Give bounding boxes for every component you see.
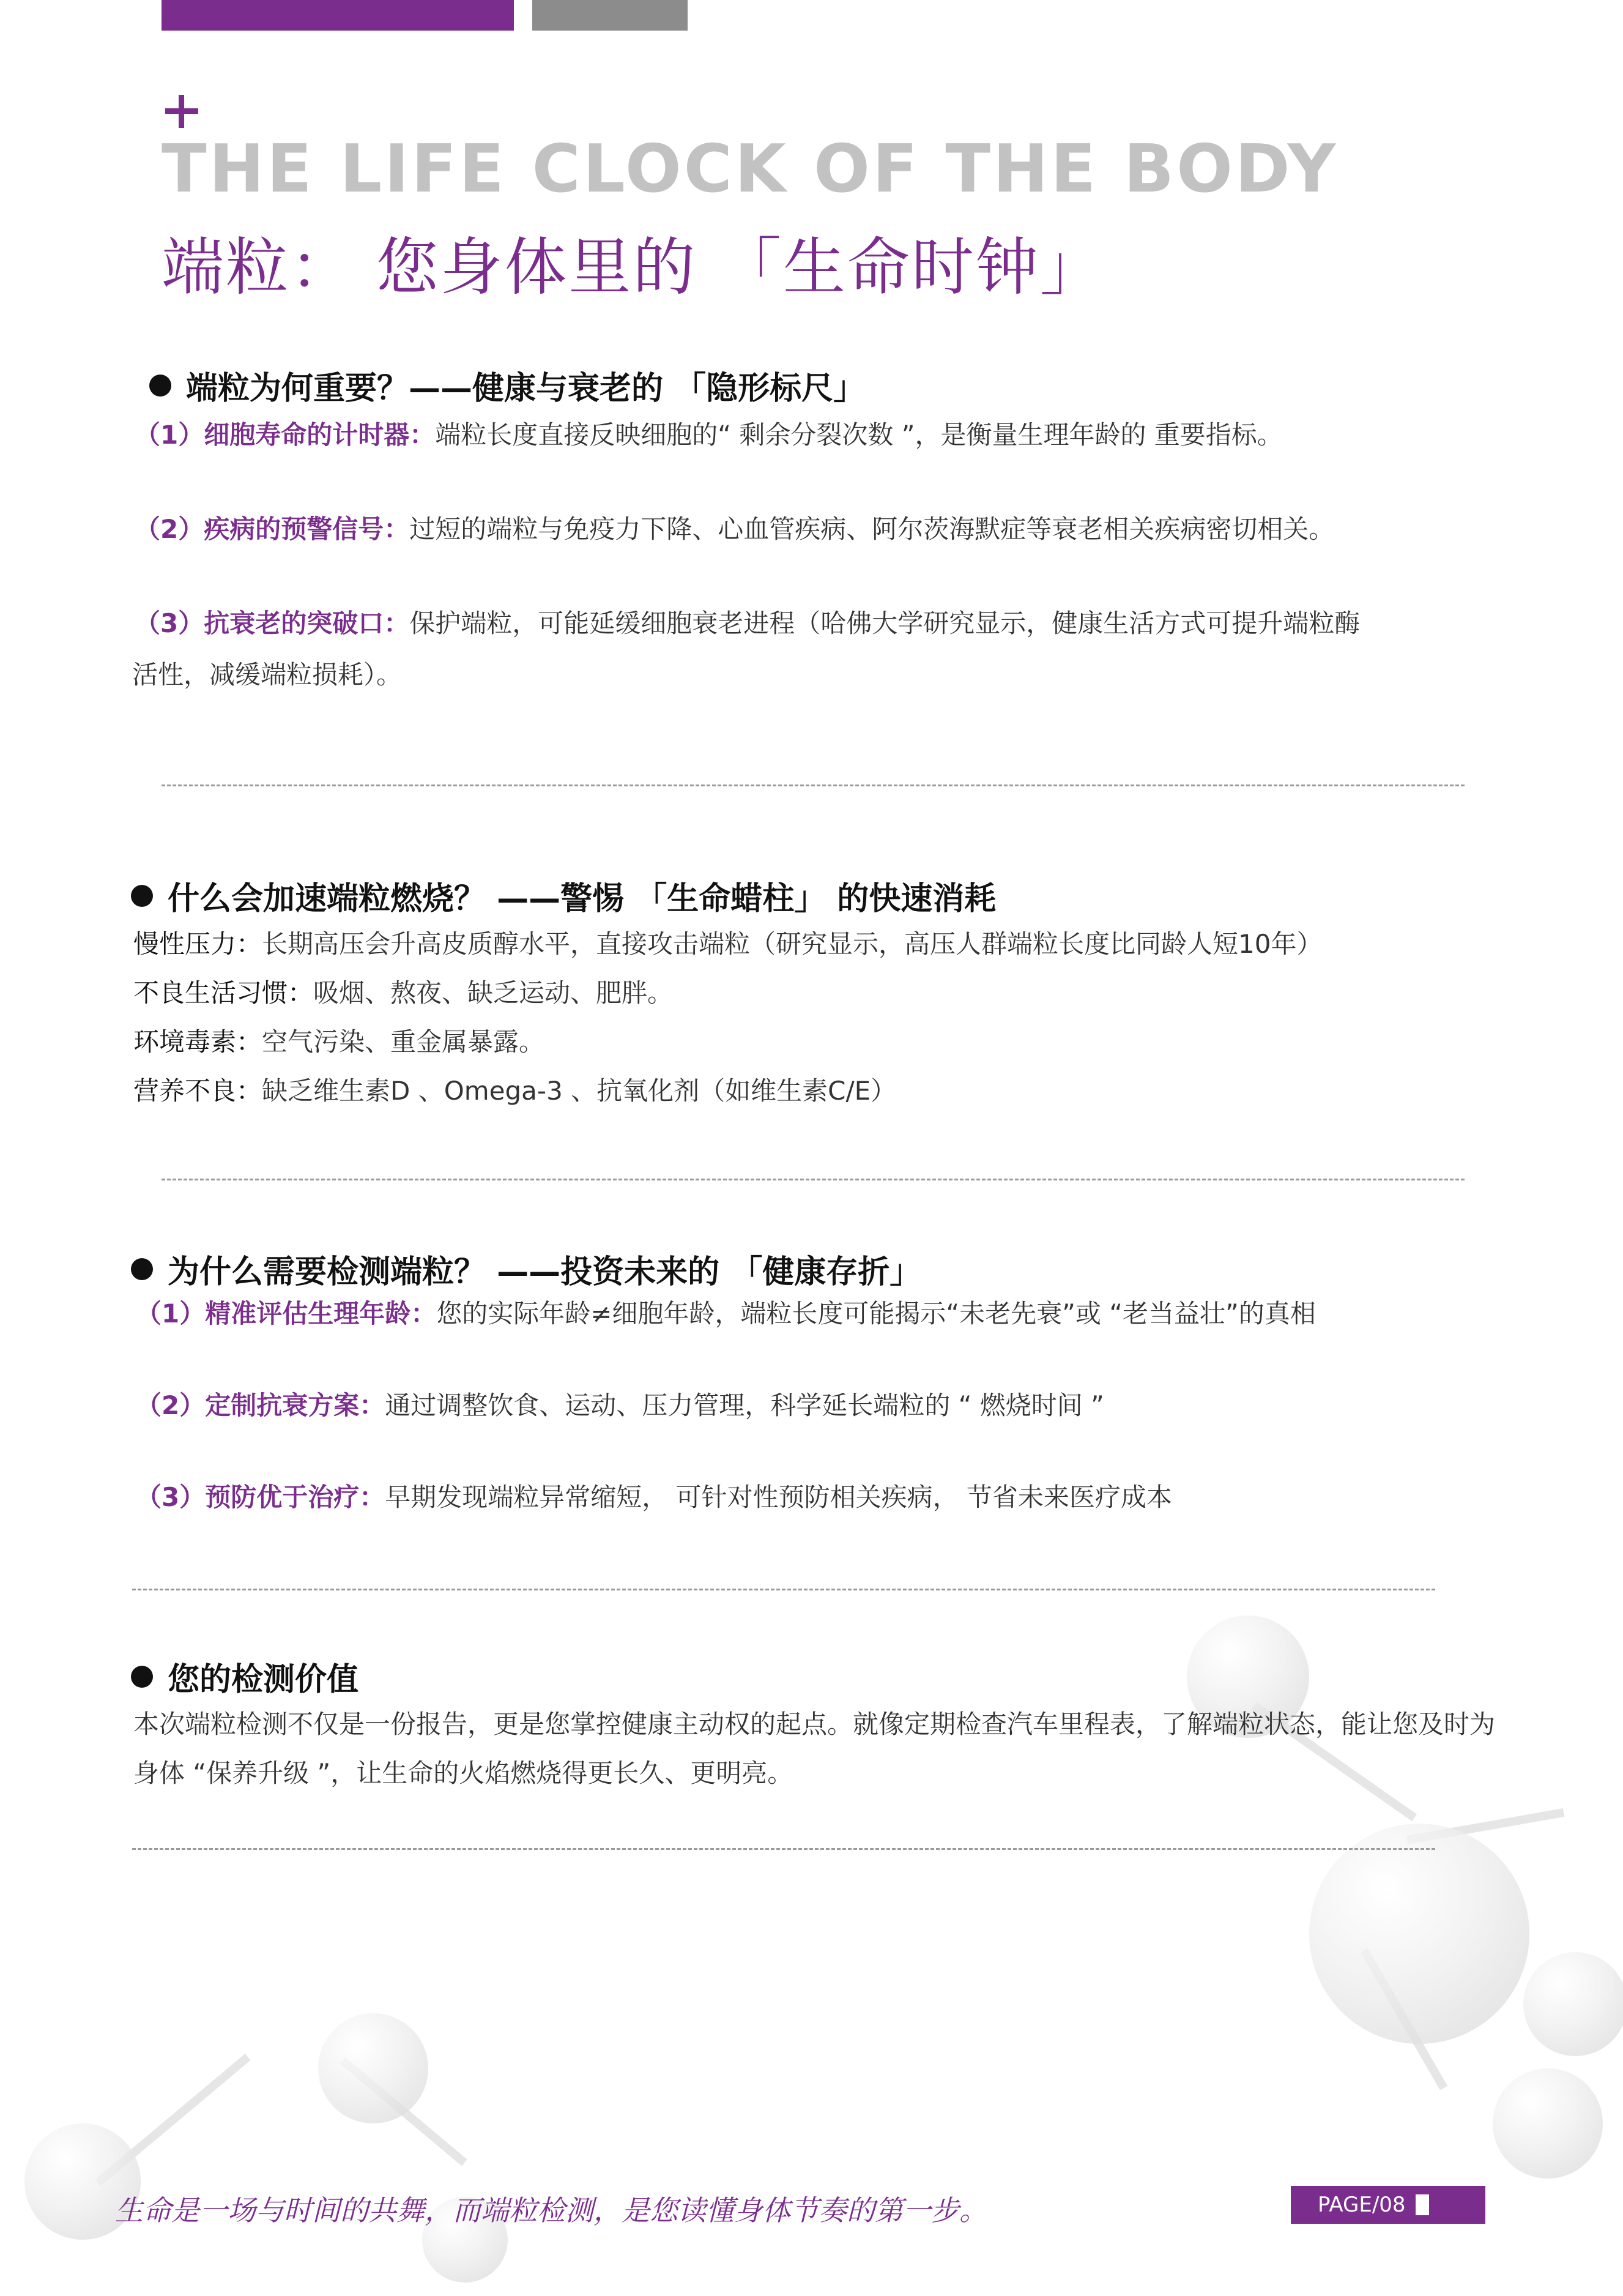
bullet-icon	[131, 1258, 153, 1280]
section-heading: 您的检测价值	[131, 1653, 358, 1699]
divider	[162, 785, 1465, 786]
list-item: 营养不良：缺乏维生素D 、Omega-3 、抗氧化剂（如维生素C/E）	[133, 1076, 897, 1106]
english-title: THE LIFE CLOCK OF THE BODY	[162, 131, 1338, 207]
divider	[162, 1179, 1465, 1180]
list-item: （3）抗衰老的突破口：保护端粒，可能延缓细胞衰老进程（哈佛大学研究显示，健康生活方式可提升端粒酶	[135, 608, 1361, 638]
plus-icon	[165, 92, 202, 129]
top-accent-bar	[162, 0, 514, 31]
section-heading: 为什么需要检测端粒？ ——投资未来的 「健康存折」	[131, 1246, 921, 1292]
list-item: （2）疾病的预警信号：过短的端粒与免疫力下降、心血管疾病、阿尔茨海默症等衰老相关疾病密切相关。	[135, 514, 1335, 544]
list-item: （3）预防优于治疗：早期发现端粒异常缩短， 可针对性预防相关疾病， 节省未来医疗成本	[136, 1482, 1172, 1512]
bullet-icon	[131, 885, 153, 907]
divider	[132, 1848, 1435, 1850]
section-heading: 什么会加速端粒燃烧？ ——警惕 「生命蜡柱」 的快速消耗	[131, 873, 996, 919]
list-item: （2）定制抗衰方案：通过调整饮食、运动、压力管理，科学延长端粒的 “ 燃烧时间 ”	[136, 1390, 1104, 1420]
list-item: （1）细胞寿命的计时器：端粒长度直接反映细胞的“ 剩余分裂次数 ”，是衡量生理年龄的 重要指标。	[135, 420, 1283, 450]
list-item: 环境毒素：空气污染、重金属暴露。	[133, 1027, 545, 1057]
page-marker-icon	[1416, 2194, 1429, 2215]
divider	[132, 1589, 1435, 1590]
list-item: 慢性压力：长期高压会升高皮质醇水平，直接攻击端粒（研究显示，高压人群端粒长度比同龄人短10年）	[133, 929, 1323, 959]
page-number: PAGE/08	[1318, 2193, 1406, 2217]
footer-quote: 生命是一场与时间的共舞，而端粒检测，是您读懂身体节奏的第一步。	[115, 2194, 987, 2227]
section-heading: 端粒为何重要？——健康与衰老的 「隐形标尺」	[149, 362, 865, 408]
chinese-title: 端粒： 您身体里的 「生命时钟」	[162, 231, 1104, 304]
value-paragraph: 本次端粒检测不仅是一份报告，更是您掌控健康主动权的起点。就像定期检查汽车里程表，了解端粒状态，能让您及时为身体 “保养升级 ”，让生命的火焰燃烧得更长久、更明亮。	[133, 1709, 1496, 1788]
bullet-icon	[149, 375, 171, 397]
list-item: 不良生活习惯：吸烟、熬夜、缺乏运动、肥胖。	[133, 978, 674, 1008]
bullet-icon	[131, 1666, 153, 1688]
top-gray-bar	[532, 0, 688, 31]
list-item: （1）精准评估生理年龄：您的实际年龄≠细胞年龄，端粒长度可能揭示“未老先衰”或 “老当益壮”的真相	[136, 1299, 1316, 1329]
page-number-badge	[1291, 2186, 1485, 2224]
list-item-continuation: 活性，减缓端粒损耗）。	[132, 660, 403, 690]
